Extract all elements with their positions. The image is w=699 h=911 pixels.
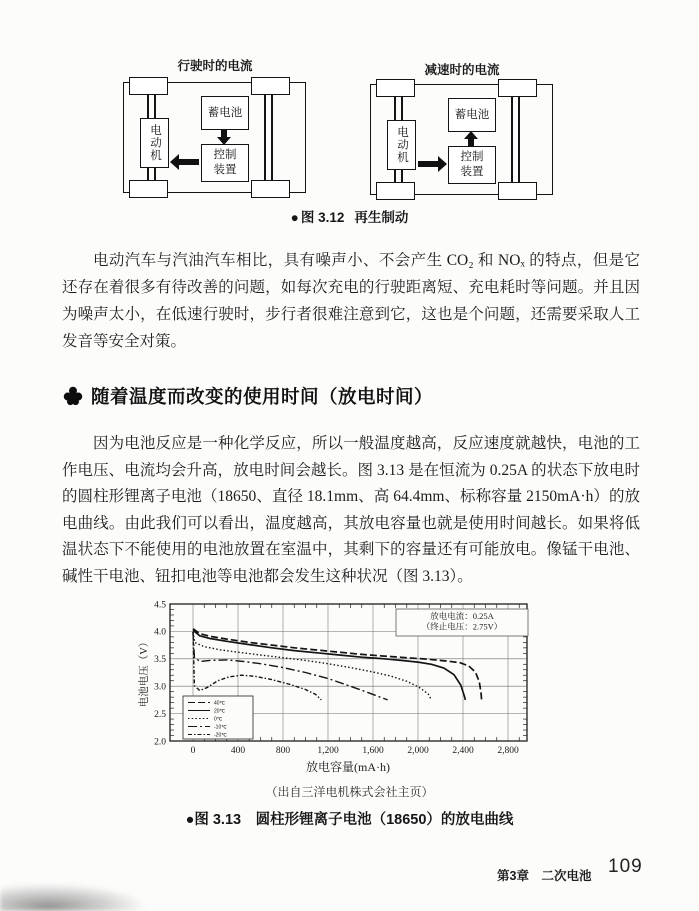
svg-text:400: 400 <box>230 746 246 756</box>
svg-text:2.0: 2.0 <box>154 737 166 748</box>
fig312-right-title: 减速时的电流 <box>424 63 500 77</box>
paragraph-ev-vs-gasoline: 电动汽车与汽油汽车相比，具有噪声小、不会产生 CO₂ 和 NOₓ 的特点，但是它还存在着很多有待改善的问题，如每次充电的行驶距离短、充电耗时等问题。并且因为噪声太小，在低速行驶时，步行者很难注意到它，这也是个问题，还需要采取人工发音等安全对策。 <box>62 252 640 350</box>
svg-text:0: 0 <box>190 746 196 756</box>
motor-label: 电动机 <box>148 124 161 162</box>
wheel <box>498 182 537 200</box>
svg-text:2,000: 2,000 <box>407 746 429 756</box>
legend-label: -20℃ <box>214 732 227 739</box>
current-arrow-down-icon <box>216 129 232 145</box>
battery-box <box>201 96 249 130</box>
wheel <box>498 79 537 97</box>
figure-3-13-caption: ●图 3.13 圆柱形锂离子电池（18650）的放电曲线 <box>185 812 514 828</box>
x-axis-title: 放电容量(mA·h) <box>306 760 390 774</box>
battery-label: 蓄电池 <box>207 106 243 119</box>
current-arrow-up-icon <box>463 131 479 147</box>
y-tick-labels <box>154 600 166 747</box>
legend-label: 40℃ <box>214 700 226 707</box>
axle-line <box>518 95 520 184</box>
svg-text:3.0: 3.0 <box>154 682 166 693</box>
current-arrow-left-icon <box>170 154 200 170</box>
figure-3-12-caption <box>0 206 699 226</box>
controller-label: 控制装置 <box>460 151 484 178</box>
svg-text:4.0: 4.0 <box>154 627 166 638</box>
wheel <box>129 77 168 95</box>
motor-label: 电动机 <box>395 126 408 164</box>
section-title: 随着温度而改变的使用时间（放电时间） <box>91 386 434 407</box>
annotation-line: 放电电流：0.25A <box>430 611 494 621</box>
caption-bullet-icon: ● <box>290 210 299 225</box>
axle-line <box>511 95 513 184</box>
controller-label: 控制装置 <box>213 149 237 176</box>
controller-box <box>448 146 496 184</box>
discharge-chart <box>138 596 618 786</box>
figure-caption-text: 再生制动 <box>354 210 409 225</box>
car-diagram-driving <box>123 78 307 197</box>
fig312-left-title: 行驶时的电流 <box>177 59 253 73</box>
svg-text:800: 800 <box>275 746 291 756</box>
svg-text:2.5: 2.5 <box>154 709 166 720</box>
chart-source-note: （出自三洋电机株式会社主页） <box>265 785 434 799</box>
svg-text:4.5: 4.5 <box>154 600 166 611</box>
motor-box <box>140 118 169 168</box>
y-axis-title: 电池电压（V） <box>139 636 150 708</box>
car-diagram-decelerating <box>370 80 554 199</box>
legend-label: 0℃ <box>214 716 223 723</box>
wheel <box>376 182 415 200</box>
wheel <box>251 77 290 95</box>
paragraph-temperature-discharge: 因为电池反应是一种化学反应，所以一般温度越高，反应速度就越快，电池的工作电压、电流均会升高，放电时间会越长。图 3.13 是在恒流为 0.25A 的状态下放电时的圆柱形锂离子电池（18650、直径 18.1mm、高 64.4mm、标称容量 2150mA·h）的放电曲线。由此我们可以看出，温度越高，其放电容量也就是使用时间越长。如果将低温状态下不能使用的电池放置在室温中，其剩下的容量还有可能放电。像锰干电池、碱性干电池、钮扣电池等电池都会发生这种状况（图 3.13）。 <box>62 435 640 585</box>
legend-label: 20℃ <box>214 708 226 715</box>
series--20℃ <box>193 632 321 700</box>
wheel <box>129 180 168 198</box>
axle-line <box>264 93 266 182</box>
footer-page-number: 109 <box>608 856 643 877</box>
footer-chapter-title: 第3章 二次电池 <box>497 869 592 883</box>
section-heading <box>63 383 433 409</box>
svg-text:1,600: 1,600 <box>362 746 384 756</box>
svg-text:2,800: 2,800 <box>497 746 519 756</box>
svg-text:1,200: 1,200 <box>317 746 339 756</box>
controller-box <box>201 144 249 182</box>
wheel <box>251 180 290 198</box>
svg-text:2,400: 2,400 <box>452 746 474 756</box>
legend-label: -10℃ <box>214 724 227 731</box>
scan-smudge <box>0 880 160 911</box>
battery-label: 蓄电池 <box>454 108 490 121</box>
axle-line <box>271 93 273 182</box>
annotation-line: （终止电压：2.75V） <box>421 621 503 632</box>
series--10℃ <box>193 632 388 700</box>
series-40℃ <box>193 629 482 700</box>
battery-box <box>448 98 496 132</box>
motor-box <box>387 120 416 170</box>
current-arrow-right-icon <box>417 156 447 172</box>
wheel <box>376 79 415 97</box>
figure-number: 图 3.12 <box>300 210 345 225</box>
svg-text:3.5: 3.5 <box>154 655 166 666</box>
ink-flower-icon <box>63 386 83 406</box>
discharge-chart-svg <box>138 596 618 786</box>
x-tick-labels <box>191 746 519 756</box>
